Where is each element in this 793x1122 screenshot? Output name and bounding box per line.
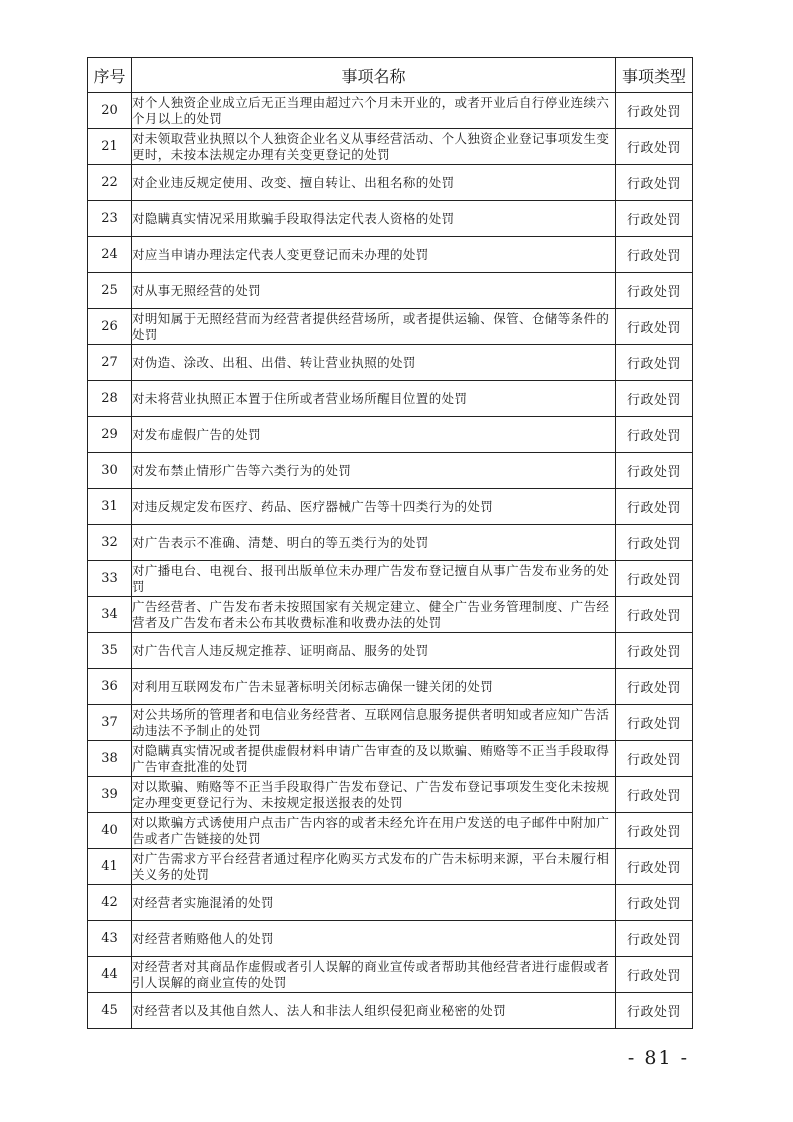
table-row bbox=[88, 741, 693, 777]
row-item-type: 行政处罚 bbox=[616, 849, 693, 885]
row-item-name: 对公共场所的管理者和电信业务经营者、互联网信息服务提供者明知或者应知广告活动违法不予制止的处罚 bbox=[132, 705, 616, 741]
row-item-name: 对广告需求方平台经营者通过程序化购买方式发布的广告未标明来源，平台未履行相关义务的处罚 bbox=[132, 849, 616, 885]
row-item-name: 对伪造、涂改、出租、出借、转让营业执照的处罚 bbox=[132, 345, 616, 381]
row-number: 43 bbox=[88, 921, 132, 957]
row-item-name: 对经营者实施混淆的处罚 bbox=[132, 885, 616, 921]
page-number: - 81 - bbox=[627, 1047, 689, 1069]
table-row bbox=[88, 561, 693, 597]
row-number: 35 bbox=[88, 633, 132, 669]
row-item-name: 对应当申请办理法定代表人变更登记而未办理的处罚 bbox=[132, 237, 616, 273]
row-item-name: 对明知属于无照经营而为经营者提供经营场所，或者提供运输、保管、仓储等条件的处罚 bbox=[132, 309, 616, 345]
row-item-type: 行政处罚 bbox=[616, 957, 693, 993]
table-row bbox=[88, 381, 693, 417]
header-name: 事项名称 bbox=[132, 58, 616, 93]
row-number: 28 bbox=[88, 381, 132, 417]
row-item-type: 行政处罚 bbox=[616, 993, 693, 1029]
table-row bbox=[88, 489, 693, 525]
table-row bbox=[88, 273, 693, 309]
table-row bbox=[88, 705, 693, 741]
table-row bbox=[88, 597, 693, 633]
row-item-name: 广告经营者、广告发布者未按照国家有关规定建立、健全广告业务管理制度、广告经营者及广告发布者未公布其收费标准和收费办法的处罚 bbox=[132, 597, 616, 633]
row-item-type: 行政处罚 bbox=[616, 705, 693, 741]
row-item-name: 对经营者以及其他自然人、法人和非法人组织侵犯商业秘密的处罚 bbox=[132, 993, 616, 1029]
row-item-type: 行政处罚 bbox=[616, 669, 693, 705]
table-row bbox=[88, 345, 693, 381]
row-number: 42 bbox=[88, 885, 132, 921]
row-number: 41 bbox=[88, 849, 132, 885]
table-row bbox=[88, 129, 693, 165]
row-item-name: 对以欺骗、贿赂等不正当手段取得广告发布登记、广告发布登记事项发生变化未按规定办理变更登记行为、未按规定报送报表的处罚 bbox=[132, 777, 616, 813]
table-row bbox=[88, 957, 693, 993]
row-item-type: 行政处罚 bbox=[616, 165, 693, 201]
row-item-name: 对未将营业执照正本置于住所或者营业场所醒目位置的处罚 bbox=[132, 381, 616, 417]
row-number: 24 bbox=[88, 237, 132, 273]
table-row bbox=[88, 993, 693, 1029]
row-number: 29 bbox=[88, 417, 132, 453]
row-item-name: 对违反规定发布医疗、药品、医疗器械广告等十四类行为的处罚 bbox=[132, 489, 616, 525]
row-number: 39 bbox=[88, 777, 132, 813]
table-row bbox=[88, 93, 693, 129]
row-item-name: 对隐瞒真实情况采用欺骗手段取得法定代表人资格的处罚 bbox=[132, 201, 616, 237]
table-row bbox=[88, 669, 693, 705]
row-number: 44 bbox=[88, 957, 132, 993]
row-item-type: 行政处罚 bbox=[616, 309, 693, 345]
row-item-name: 对发布虚假广告的处罚 bbox=[132, 417, 616, 453]
row-item-name: 对广播电台、电视台、报刊出版单位未办理广告发布登记擅自从事广告发布业务的处罚 bbox=[132, 561, 616, 597]
row-item-type: 行政处罚 bbox=[616, 201, 693, 237]
row-item-type: 行政处罚 bbox=[616, 273, 693, 309]
header-type: 事项类型 bbox=[616, 58, 693, 93]
table-row bbox=[88, 633, 693, 669]
row-item-type: 行政处罚 bbox=[616, 777, 693, 813]
table-row bbox=[88, 417, 693, 453]
row-item-type: 行政处罚 bbox=[616, 489, 693, 525]
header-index: 序号 bbox=[88, 58, 132, 93]
table-row bbox=[88, 777, 693, 813]
row-item-name: 对以欺骗方式诱使用户点击广告内容的或者未经允许在用户发送的电子邮件中附加广告或者广告链接的处罚 bbox=[132, 813, 616, 849]
row-number: 27 bbox=[88, 345, 132, 381]
row-item-name: 对企业违反规定使用、改变、擅自转让、出租名称的处罚 bbox=[132, 165, 616, 201]
row-item-type: 行政处罚 bbox=[616, 561, 693, 597]
row-number: 21 bbox=[88, 129, 132, 165]
table-row bbox=[88, 525, 693, 561]
table-header-row bbox=[88, 58, 693, 93]
table-row bbox=[88, 309, 693, 345]
row-number: 22 bbox=[88, 165, 132, 201]
row-item-type: 行政处罚 bbox=[616, 381, 693, 417]
row-item-type: 行政处罚 bbox=[616, 885, 693, 921]
row-number: 30 bbox=[88, 453, 132, 489]
row-number: 38 bbox=[88, 741, 132, 777]
row-item-name: 对利用互联网发布广告未显著标明关闭标志确保一键关闭的处罚 bbox=[132, 669, 616, 705]
table-row bbox=[88, 237, 693, 273]
row-item-type: 行政处罚 bbox=[616, 417, 693, 453]
row-item-type: 行政处罚 bbox=[616, 597, 693, 633]
row-item-name: 对发布禁止情形广告等六类行为的处罚 bbox=[132, 453, 616, 489]
row-item-name: 对经营者对其商品作虚假或者引人误解的商业宣传或者帮助其他经营者进行虚假或者引人误解的商业宣传的处罚 bbox=[132, 957, 616, 993]
row-item-type: 行政处罚 bbox=[616, 453, 693, 489]
row-item-type: 行政处罚 bbox=[616, 633, 693, 669]
row-item-name: 对未领取营业执照以个人独资企业名义从事经营活动、个人独资企业登记事项发生变更时，未按本法规定办理有关变更登记的处罚 bbox=[132, 129, 616, 165]
row-number: 45 bbox=[88, 993, 132, 1029]
table-row bbox=[88, 453, 693, 489]
table-row bbox=[88, 813, 693, 849]
row-item-name: 对隐瞒真实情况或者提供虚假材料申请广告审查的及以欺骗、贿赂等不正当手段取得广告审查批准的处罚 bbox=[132, 741, 616, 777]
row-item-type: 行政处罚 bbox=[616, 93, 693, 129]
row-number: 31 bbox=[88, 489, 132, 525]
row-item-name: 对广告代言人违反规定推荐、证明商品、服务的处罚 bbox=[132, 633, 616, 669]
row-item-name: 对个人独资企业成立后无正当理由超过六个月未开业的，或者开业后自行停业连续六个月以上的处罚 bbox=[132, 93, 616, 129]
row-number: 23 bbox=[88, 201, 132, 237]
row-item-type: 行政处罚 bbox=[616, 741, 693, 777]
row-number: 26 bbox=[88, 309, 132, 345]
row-item-name: 对经营者贿赂他人的处罚 bbox=[132, 921, 616, 957]
row-item-type: 行政处罚 bbox=[616, 813, 693, 849]
row-number: 25 bbox=[88, 273, 132, 309]
row-number: 37 bbox=[88, 705, 132, 741]
row-number: 32 bbox=[88, 525, 132, 561]
row-item-type: 行政处罚 bbox=[616, 129, 693, 165]
row-item-type: 行政处罚 bbox=[616, 345, 693, 381]
table-row bbox=[88, 921, 693, 957]
items-table bbox=[87, 57, 693, 1029]
table-row bbox=[88, 849, 693, 885]
row-number: 36 bbox=[88, 669, 132, 705]
row-number: 34 bbox=[88, 597, 132, 633]
table-row bbox=[88, 885, 693, 921]
row-item-type: 行政处罚 bbox=[616, 525, 693, 561]
row-number: 20 bbox=[88, 93, 132, 129]
row-item-name: 对从事无照经营的处罚 bbox=[132, 273, 616, 309]
row-item-name: 对广告表示不准确、清楚、明白的等五类行为的处罚 bbox=[132, 525, 616, 561]
row-item-type: 行政处罚 bbox=[616, 237, 693, 273]
row-number: 40 bbox=[88, 813, 132, 849]
table-row bbox=[88, 165, 693, 201]
row-item-type: 行政处罚 bbox=[616, 921, 693, 957]
table-row bbox=[88, 201, 693, 237]
row-number: 33 bbox=[88, 561, 132, 597]
